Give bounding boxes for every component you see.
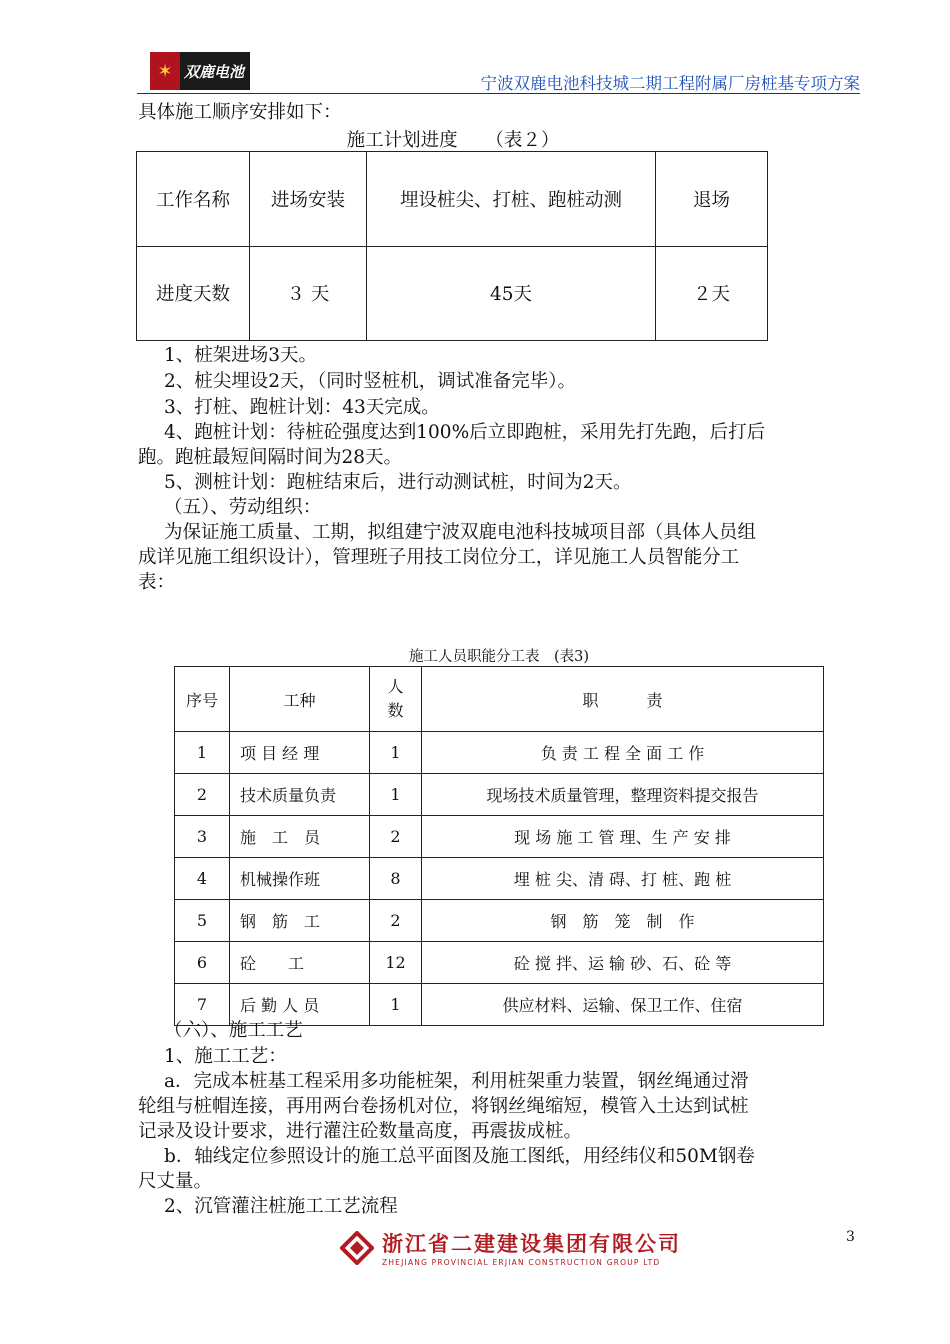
table-cell: ２天 (656, 246, 768, 341)
section-heading: （五）、劳动组织： (164, 497, 322, 518)
paragraph-line: 成详见施工组织设计），管理班子用技工岗位分工，详见施工人员智能分工 (138, 547, 740, 568)
table-cell: 1 (370, 984, 422, 1026)
table-cell: 砼 搅 拌、运 输 砂、石、砼 等 (422, 942, 824, 984)
table-cell: 工作名称 (137, 152, 250, 247)
table-cell: 3 (175, 816, 230, 858)
table-row (175, 816, 824, 858)
subheading: 1、施工工艺： (164, 1046, 287, 1067)
column-header: 工种 (230, 667, 370, 732)
table-cell: 技术质量负责 (230, 774, 370, 816)
table-row (137, 152, 768, 247)
list-item: 跑。跑桩最短间隔时间为28天。 (138, 447, 403, 468)
table-cell: 机械操作班 (230, 858, 370, 900)
paragraph-line: 轮组与桩帽连接，再用两台卷扬机对位，将钢丝绳缩短，模管入土达到试桩 (138, 1096, 749, 1117)
table-row (175, 774, 824, 816)
table-cell: 现场技术质量管理，整理资料提交报告 (422, 774, 824, 816)
table2-caption: 施工计划进度 （表２） (346, 130, 560, 151)
table-cell: ３ 天 (250, 246, 367, 341)
table-row (175, 732, 824, 774)
table-cell: 45天 (367, 246, 656, 341)
paragraph-line: 为保证施工质量、工期，拟组建宁波双鹿电池科技城项目部（具体人员组 (164, 522, 757, 543)
paragraph-line: 尺丈量。 (138, 1171, 213, 1192)
table-cell: 进场安装 (250, 152, 367, 247)
table-row (175, 942, 824, 984)
table-cell: 埋 桩 尖、清 碍、打 桩、跑 桩 (422, 858, 824, 900)
table-cell: 1 (175, 732, 230, 774)
table-cell: 2 (370, 900, 422, 942)
table-cell: 5 (175, 900, 230, 942)
logo-text: 双鹿电池 (184, 62, 245, 81)
deer-icon: ✶ (150, 52, 180, 90)
column-header: 序号 (175, 667, 230, 732)
table-cell: 8 (370, 858, 422, 900)
table-cell: 1 (370, 732, 422, 774)
table-cell: 钢 筋 笼 制 作 (422, 900, 824, 942)
list-item: 4、跑桩计划：待桩砼强度达到100%后立即跑桩，采用先打先跑，后打后 (164, 422, 766, 443)
table-cell: 项 目 经 理 (230, 732, 370, 774)
header-divider (137, 93, 860, 94)
company-name-en: ZHEJIANG PROVINCIAL ERJIAN CONSTRUCTION GROUP LTD (382, 1258, 661, 1267)
table-cell: 施 工 员 (230, 816, 370, 858)
table-cell: 后 勤 人 员 (230, 984, 370, 1026)
list-item: 3、打桩、跑桩计划：43天完成。 (164, 397, 440, 418)
table-cell: 现 场 施 工 管 理、生 产 安 排 (422, 816, 824, 858)
table-cell: 2 (370, 816, 422, 858)
table-row (175, 858, 824, 900)
column-header: 人数 (370, 667, 422, 732)
table-cell: 2 (175, 774, 230, 816)
intro-text: 具体施工顺序安排如下： (138, 102, 342, 123)
paragraph-line: 表： (138, 572, 176, 593)
table-cell: 1 (370, 774, 422, 816)
table-cell: 供应材料、运输、保卫工作、住宿 (422, 984, 824, 1026)
page-number: 3 (846, 1229, 855, 1245)
table-cell: 7 (175, 984, 230, 1026)
table-cell: 12 (370, 942, 422, 984)
table-cell: 4 (175, 858, 230, 900)
column-header: 职 责 (422, 667, 824, 732)
list-item: 2、桩尖埋设2天，（同时竖桩机，调试准备完毕）。 (164, 371, 577, 392)
subheading: 2、沉管灌注桩施工工艺流程 (164, 1196, 398, 1217)
table-cell: 砼 工 (230, 942, 370, 984)
company-footer (340, 1228, 681, 1267)
table-row (137, 246, 768, 341)
document-title: 宁波双鹿电池科技城二期工程附属厂房桩基专项方案 (480, 74, 860, 93)
paragraph-line: b．轴线定位参照设计的施工总平面图及施工图纸，用经纬仪和50M钢卷 (164, 1146, 755, 1167)
table-cell: 负 责 工 程 全 面 工 作 (422, 732, 824, 774)
list-item: 1、桩架进场3天。 (164, 345, 318, 366)
paragraph-line: a．完成本桩基工程采用多功能桩架，利用桩架重力装置，钢丝绳通过滑 (164, 1071, 749, 1092)
list-item: 5、测桩计划：跑桩结束后，进行动测试桩，时间为2天。 (164, 472, 632, 493)
table-header-row (175, 667, 824, 732)
table3-caption: 施工人员职能分工表 (表3) (408, 649, 590, 665)
table-row (175, 900, 824, 942)
table-cell: 退场 (656, 152, 768, 247)
company-name: 浙江省二建建设集团有限公司 (382, 1232, 681, 1256)
table-cell: 钢 筋 工 (230, 900, 370, 942)
company-logo-icon (340, 1231, 374, 1265)
schedule-table (136, 151, 768, 341)
company-logo (150, 52, 250, 90)
staff-duty-table (174, 666, 824, 1026)
table-cell: 埋设桩尖、打桩、跑桩动测 (367, 152, 656, 247)
table-cell: 6 (175, 942, 230, 984)
paragraph-line: 记录及设计要求，进行灌注砼数量高度，再震拔成桩。 (138, 1121, 583, 1142)
section-heading: （六）、施工工艺 (164, 1020, 303, 1041)
table-cell: 进度天数 (137, 246, 250, 341)
